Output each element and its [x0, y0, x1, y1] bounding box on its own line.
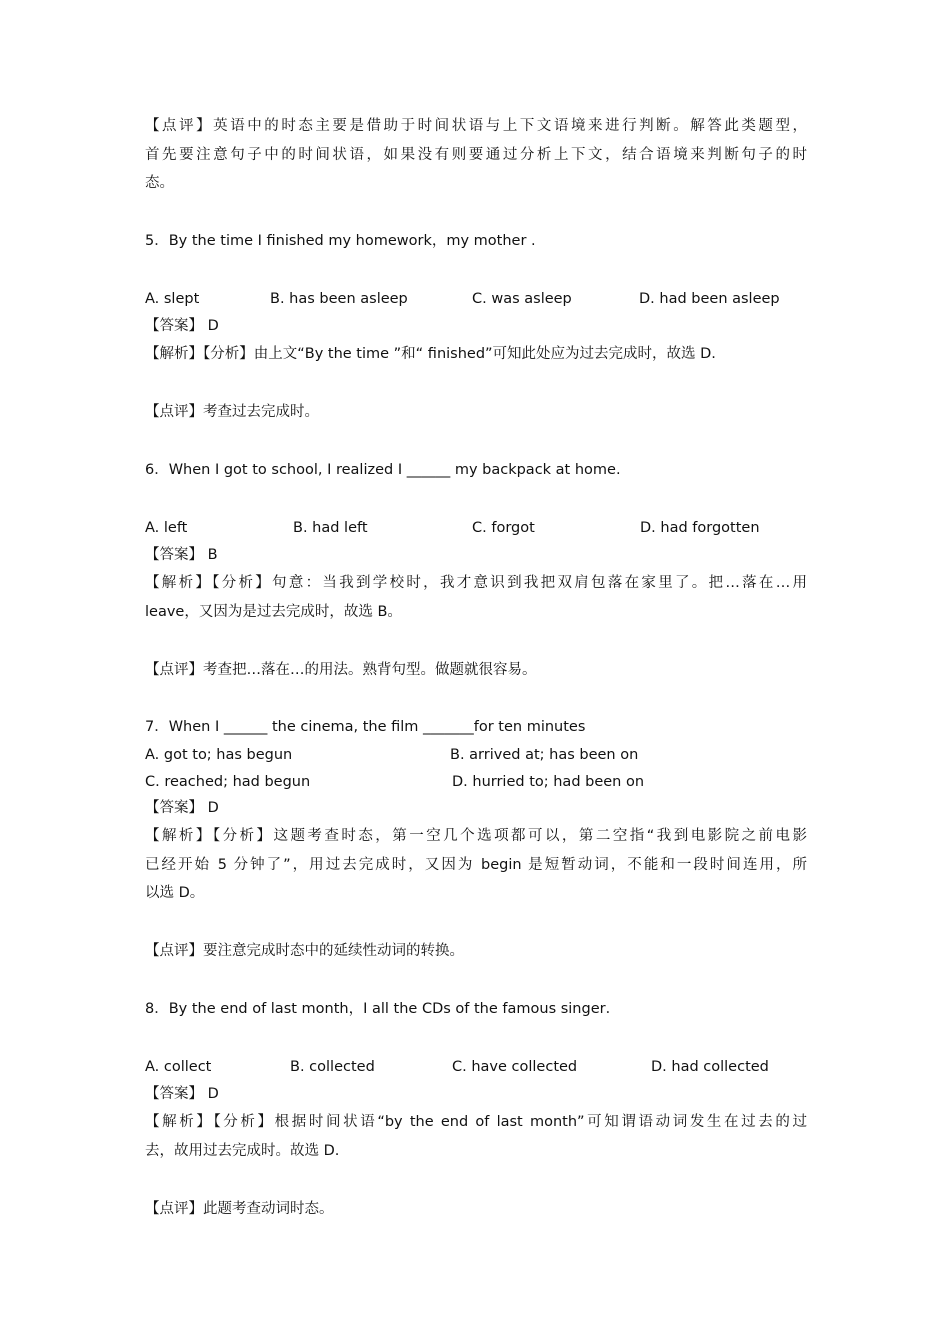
- analysis-line: 【解析】【分析】句意：当我到学校时，我才意识到我把双肩包落在家里了。把…落在…用: [145, 575, 807, 591]
- option-d: D. had forgotten: [640, 520, 760, 536]
- option-b: B. arrived at; has been on: [450, 747, 639, 763]
- comment-line: 【点评】考查过去完成时。: [145, 404, 319, 420]
- intro-comment-line: 首先要注意句子中的时间状语，如果没有则要通过分析上下文，结合语境来判断句子的时: [145, 147, 807, 163]
- option-d: D. had been asleep: [639, 291, 780, 307]
- option-c: C. forgot: [472, 520, 535, 536]
- option-a: A. slept: [145, 291, 200, 307]
- analysis-line: 【解析】【分析】这题考查时态，第一空几个选项都可以，第二空指“我到电影院之前电影: [145, 828, 807, 844]
- option-c: C. was asleep: [472, 291, 572, 307]
- option-a: A. got to; has begun: [145, 747, 293, 763]
- option-d: D. hurried to; had been on: [452, 774, 645, 790]
- analysis-line: leave，又因为是过去完成时，故选 B。: [145, 604, 402, 620]
- option-c: C. have collected: [452, 1059, 578, 1075]
- option-b: B. had left: [293, 520, 368, 536]
- option-b: B. has been asleep: [270, 291, 408, 307]
- analysis-line: 去，故用过去完成时。故选 D.: [145, 1143, 340, 1159]
- option-d: D. had collected: [651, 1059, 769, 1075]
- analysis-line: 【解析】【分析】根据时间状语“by the end of last month”可知谓语动词发生在过去的过: [145, 1114, 807, 1130]
- answer-line: 【答案】 D: [145, 318, 219, 334]
- analysis-line: 以选 D。: [145, 885, 205, 901]
- question-stem: 6．When I got to school, I realized I ______ my backpack at home.: [145, 462, 621, 478]
- option-a: A. collect: [145, 1059, 212, 1075]
- answer-line: 【答案】 B: [145, 547, 218, 563]
- option-c: C. reached; had begun: [145, 774, 311, 790]
- comment-line: 【点评】此题考查动词时态。: [145, 1201, 334, 1217]
- option-b: B. collected: [290, 1059, 375, 1075]
- intro-comment-line: 【点评】英语中的时态主要是借助于时间状语与上下文语境来进行判断。解答此类题型，: [145, 118, 807, 134]
- question-stem: 8．By the end of last month，I all the CDs of the famous singer．: [145, 1001, 621, 1017]
- analysis-line: 【解析】【分析】由上文“By the time ”和“ finished”可知此处应为过去完成时，故选 D.: [145, 346, 716, 362]
- question-stem: 5．By the time I finished my homework，my mother .: [145, 233, 536, 249]
- question-stem: 7．When I ______ the cinema, the film _______for ten minutes: [145, 719, 586, 735]
- option-a: A. left: [145, 520, 188, 536]
- comment-line: 【点评】考查把…落在…的用法。熟背句型。做题就很容易。: [145, 662, 537, 678]
- analysis-line: 已经开始 5 分钟了”，用过去完成时，又因为 begin 是短暂动词，不能和一段时间连用，所: [145, 857, 807, 873]
- answer-line: 【答案】 D: [145, 800, 219, 816]
- intro-comment-line: 态。: [145, 175, 174, 191]
- answer-line: 【答案】 D: [145, 1086, 219, 1102]
- comment-line: 【点评】要注意完成时态中的延续性动词的转换。: [145, 943, 464, 959]
